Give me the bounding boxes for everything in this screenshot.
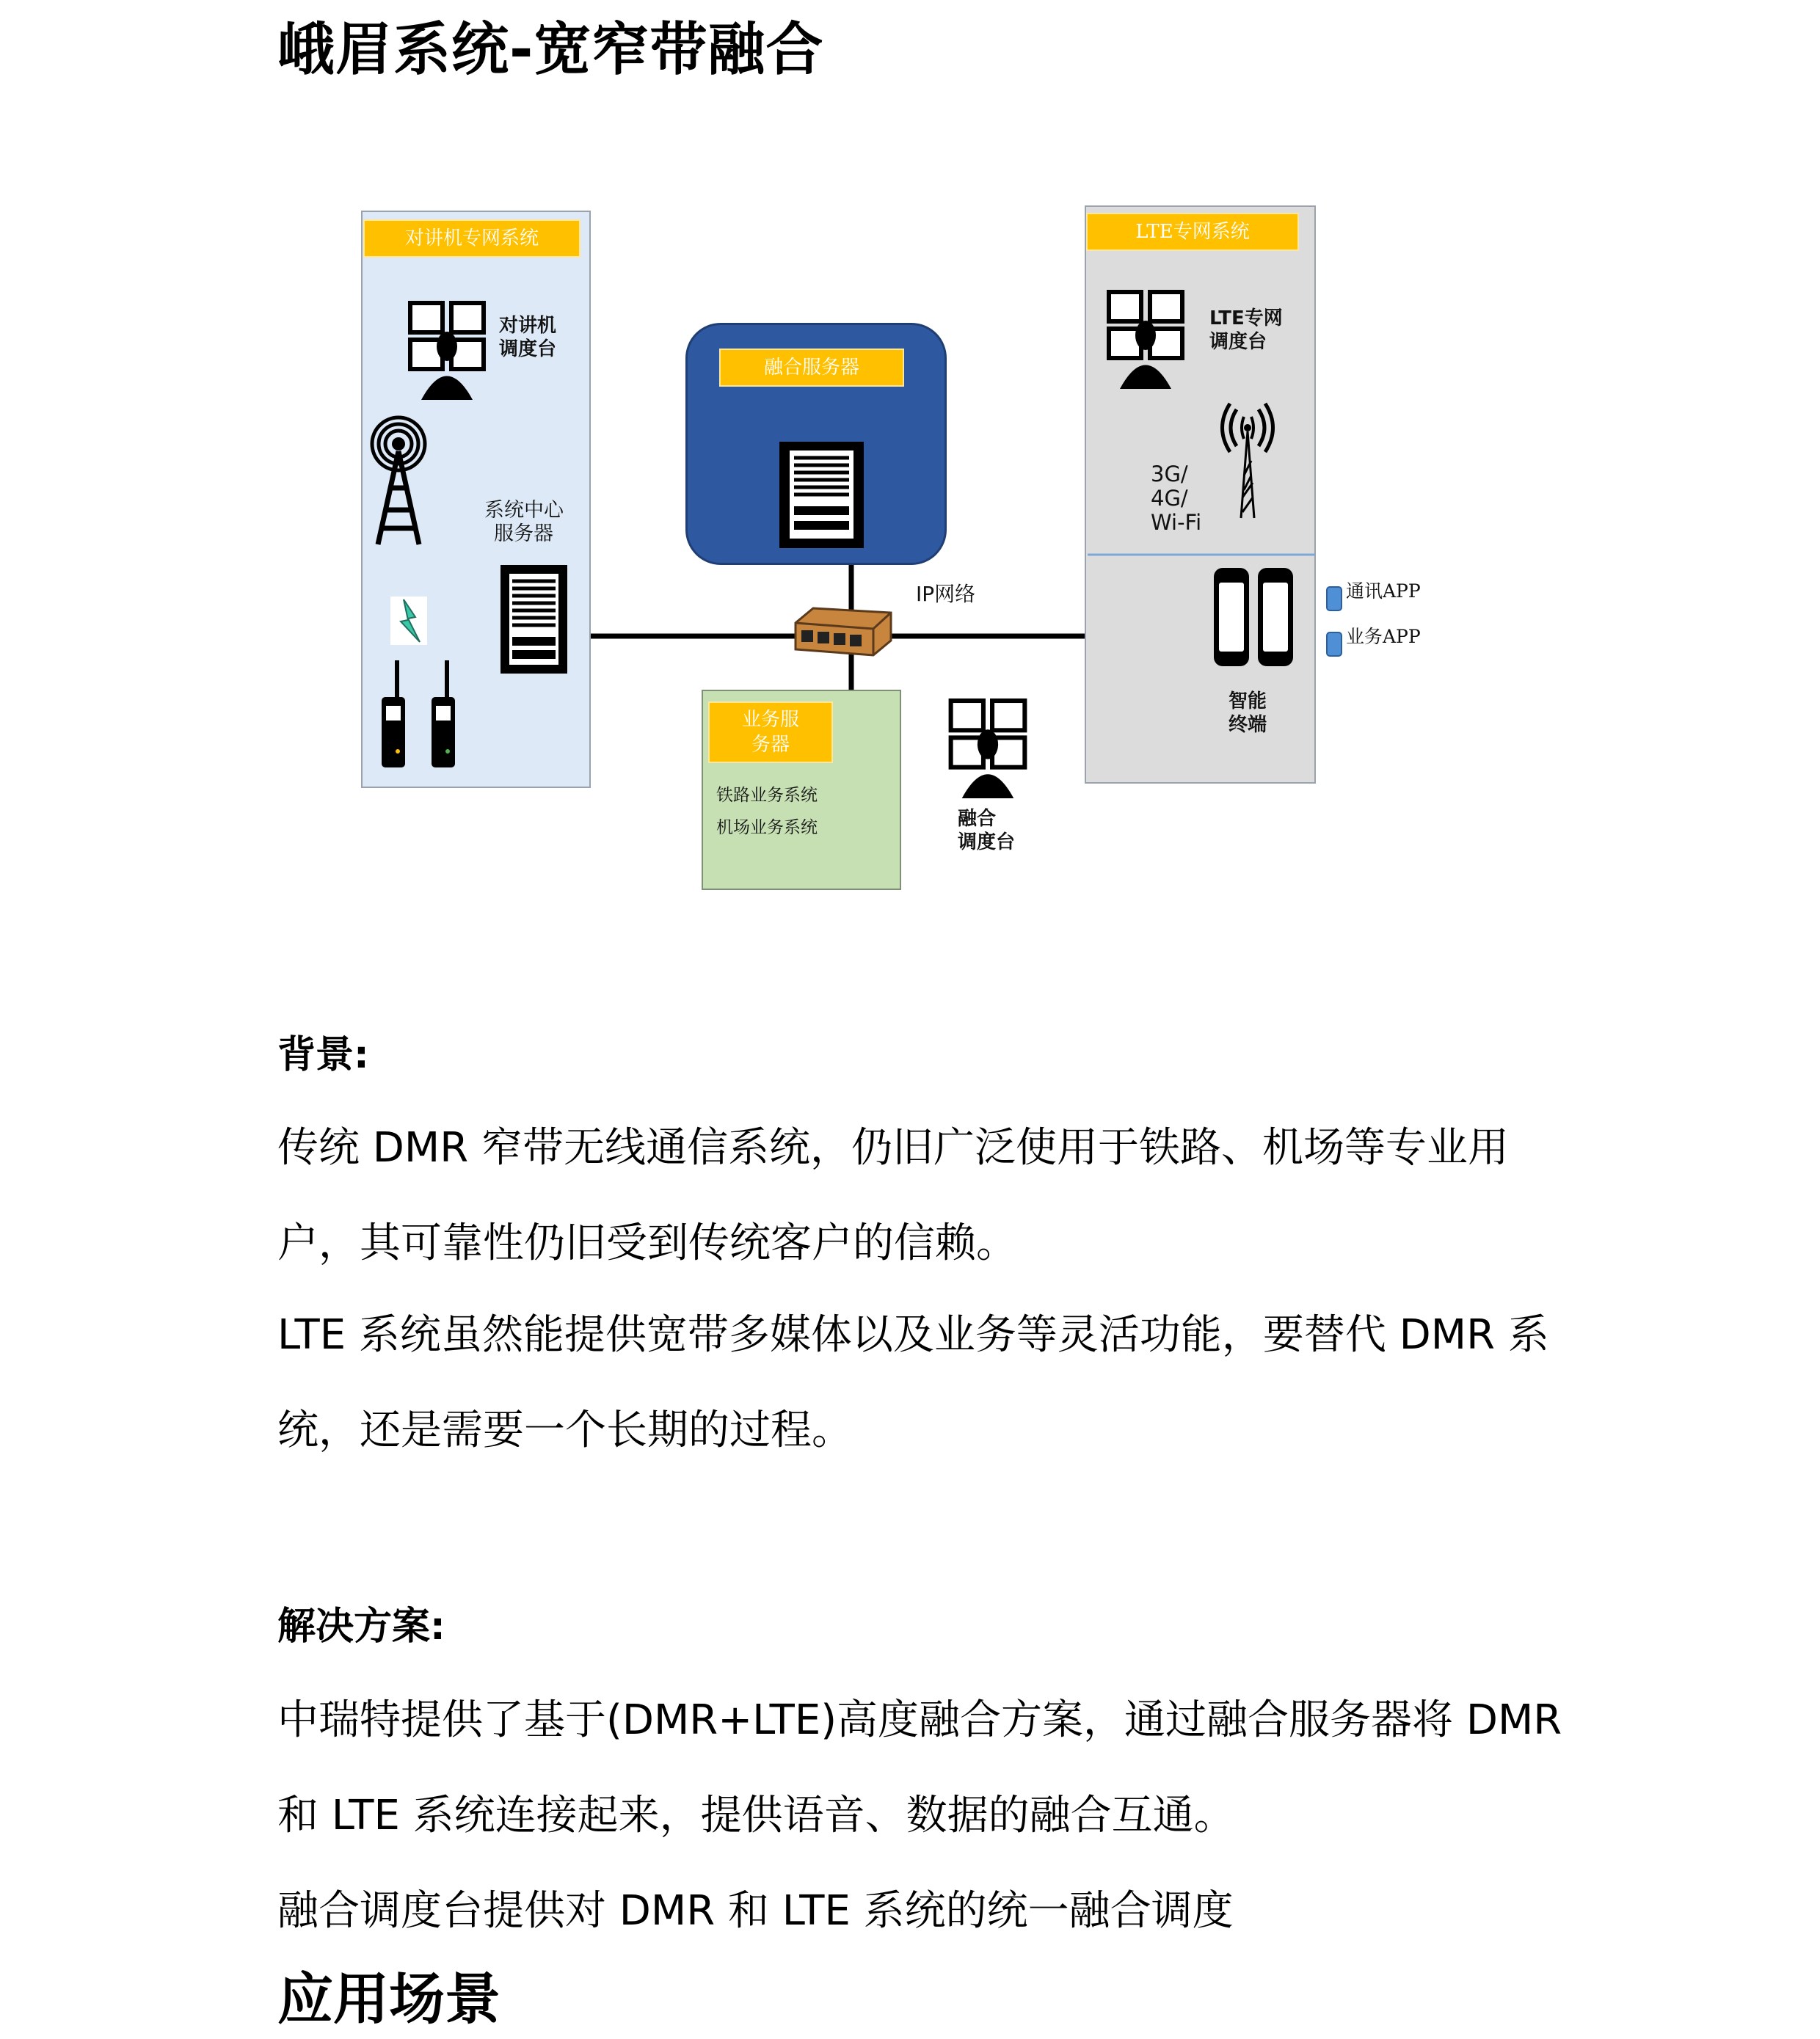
system-diagram bbox=[0, 191, 1820, 924]
center-server-label-2: 服务器 bbox=[494, 522, 553, 545]
app-tag-icon bbox=[1325, 631, 1343, 657]
solution-paragraph-2: 融合调度台提供对 DMR 和 LTE 系统的统一融合调度 bbox=[277, 1887, 1234, 1935]
dmr-panel-title: 对讲机专网系统 bbox=[363, 219, 580, 258]
business-server-title-line1: 业务服 bbox=[741, 709, 799, 731]
dispatcher-icon bbox=[1107, 290, 1184, 389]
dispatcher-icon bbox=[408, 301, 486, 400]
smartphone-icon bbox=[1212, 566, 1251, 668]
dmr-dispatcher-label-2: 调度台 bbox=[499, 338, 557, 360]
solution-heading: 解决方案: bbox=[277, 1605, 445, 1649]
comm-app-label: 通讯APP bbox=[1346, 580, 1421, 602]
wireless-label-3g: 3G/ bbox=[1151, 462, 1188, 486]
business-server-title bbox=[708, 701, 833, 763]
railway-system-item: 铁路业务系统 bbox=[716, 786, 818, 805]
lte-dispatcher-label-1: LTE专网 bbox=[1209, 307, 1283, 329]
app-tag-icon bbox=[1325, 586, 1343, 612]
dispatcher-icon bbox=[948, 698, 1027, 798]
network-switch-icon bbox=[793, 605, 894, 658]
solution-paragraph-1: 中瑞特提供了基于(DMR+LTE)高度融合方案，通过融合服务器将 DMR 和 LTE 系统连接起来，提供语音、数据的融合互通。 bbox=[277, 1696, 1562, 1839]
business-server-title-line2: 务器 bbox=[751, 734, 790, 756]
page-title: 峨眉系统-宽窄带融合 bbox=[277, 17, 824, 83]
application-heading: 应用场景 bbox=[277, 1966, 500, 2032]
lte-panel-title: LTE专网系统 bbox=[1086, 213, 1299, 251]
wireless-label-wifi: Wi-Fi bbox=[1151, 510, 1202, 535]
fusion-dispatcher-label-2: 调度台 bbox=[958, 831, 1016, 853]
lte-dispatcher-label-2: 调度台 bbox=[1209, 331, 1267, 353]
divider-line bbox=[1088, 553, 1315, 556]
dmr-dispatcher-label-1: 对讲机 bbox=[499, 315, 557, 337]
server-rack-icon bbox=[779, 442, 864, 548]
antenna-icon bbox=[1215, 402, 1281, 519]
ip-network-label: IP网络 bbox=[916, 582, 976, 606]
center-server-label-1: 系统中心 bbox=[484, 499, 564, 522]
wireless-label-4g: 4G/ bbox=[1151, 486, 1188, 511]
fusion-dispatcher-label-1: 融合 bbox=[958, 808, 997, 830]
terminal-label-2: 终端 bbox=[1228, 714, 1267, 736]
server-rack-icon bbox=[499, 563, 569, 675]
background-paragraph-1: 传统 DMR 窄带无线通信系统，仍旧广泛使用于铁路、机场等专业用户，其可靠性仍旧受到传统客户的信赖。 bbox=[277, 1124, 1509, 1267]
walkie-talkie-icon bbox=[429, 660, 458, 769]
background-paragraph-2: LTE 系统虽然能提供宽带多媒体以及业务等灵活功能，要替代 DMR 系统，还是需要一个长期的过程。 bbox=[277, 1311, 1549, 1454]
terminal-label-1: 智能 bbox=[1228, 690, 1267, 712]
airport-system-item: 机场业务系统 bbox=[716, 818, 818, 837]
radio-tower-icon bbox=[369, 411, 428, 547]
smartphone-icon bbox=[1256, 566, 1295, 668]
walkie-talkie-icon bbox=[379, 660, 408, 769]
business-app-label: 业务APP bbox=[1346, 626, 1421, 647]
lightning-icon bbox=[390, 597, 427, 645]
fusion-server-title: 融合服务器 bbox=[719, 349, 904, 387]
background-heading: 背景: bbox=[277, 1033, 369, 1077]
